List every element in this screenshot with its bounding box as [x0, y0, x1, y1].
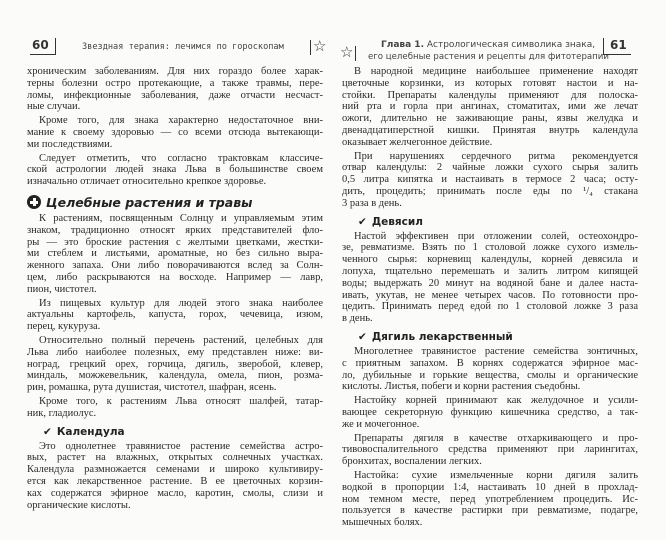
text-line: дить, процедить; принимать после еды по ¹/₄ стакана [342, 185, 638, 197]
text-line: же и мочегонное. [342, 418, 420, 430]
text-line: знаком, традиционно относят ярких представителей фло- [27, 224, 323, 236]
paragraph [342, 346, 638, 393]
text-line: Кроме того, для знака характерно недостаточное вни- [39, 115, 323, 127]
plant-heading-text: Девясил [371, 215, 423, 228]
paragraph [342, 470, 638, 529]
paragraph [27, 66, 323, 113]
text-line: Календула размножается семенами и широко культивиру- [27, 464, 323, 476]
text-line: пользуется в качестве растирки при ревматизме, подагре, [342, 505, 638, 517]
text-line: ноград, грецкий орех, горчица, дягиль, зверобой, клевер, [27, 358, 323, 370]
text-line: воды; выдержать 20 минут на водяной бане и далее наста- [342, 277, 638, 289]
text-line: цем, либо раскрываются на восходе. Например — лавр, [27, 271, 323, 283]
paragraph [27, 335, 323, 394]
text-line: органические кислоты. [27, 499, 131, 511]
text-line: водкой в пропорции 1:4, настаивать 10 дней в прохлад- [342, 481, 638, 493]
plus-circle-icon [27, 195, 41, 209]
text-line: в день. [342, 313, 373, 325]
right-page-body [342, 66, 638, 531]
text-line: Это однолетнее травянистое растение семейства астро- [39, 440, 323, 452]
text-line: ожоги, длительно не заживающие раны, язвы желудка и [342, 113, 638, 125]
paragraph [27, 213, 323, 296]
text-line: ло, дубильные и горькие вещества, смолы и органические [342, 369, 638, 381]
text-line: ний рта и горла при ангинах, стоматитах, ими же лечат [342, 101, 638, 113]
text-line: терны болезни остро протекающие, а также травмы, пере- [27, 77, 323, 89]
text-line: ется как лекарственное растение. В ее цветочных корзин- [27, 475, 323, 487]
plant-heading [358, 331, 638, 344]
paragraph [342, 231, 638, 325]
text-line: Относительно полный перечень растений, целебных для [39, 334, 323, 346]
text-line: ник, гладиолус. [27, 407, 97, 419]
paragraph [342, 433, 638, 468]
star-icon: ☆ [340, 46, 356, 61]
text-line: Следует отметить, что согласно трактовкам классиче- [39, 152, 323, 164]
plant-heading [358, 216, 638, 229]
text-line: Настойку корней принимают как желудочное и усили- [354, 395, 638, 407]
page-number: 61 [603, 38, 631, 55]
text-line: Из пищевых культур для людей этого знака наиболее [39, 297, 323, 309]
paragraph [27, 396, 323, 420]
text-line: ках содержатся эфирное масло, каротин, смолы, слизи и [27, 487, 323, 499]
text-line: зе, ревматизме. Взять по 1 столовой ложке сухого измель- [342, 242, 638, 254]
text-line: В народной медицине наибольшее применение находят [354, 66, 638, 77]
paragraph [342, 151, 638, 210]
text-line: 3 раза в день. [342, 197, 402, 209]
text-line: ми стеблем и листьями, ароматные, но без сильно выра- [27, 248, 323, 260]
text-line: ломы, инфекционные заболевания, даже отчасти несчаст- [27, 89, 323, 101]
section-heading-text: Целебные растения и травы [46, 194, 253, 210]
text-line: ченного сырья: корневищ календулы, корней девясила и [342, 254, 638, 266]
text-line: актуальны картофель, капуста, горох, чечевица, изюм, [27, 309, 323, 321]
text-line: стойки. Препараты календулы применяют для полоска- [342, 89, 638, 101]
text-line: вающее секреторную функцию кишечника средство, а так- [342, 406, 638, 418]
text-line: рин, ромашка, рута душистая, чистотел, шафран, ясень. [27, 382, 277, 394]
text-line: хроническим заболеваниям. Для них гораздо более харак- [27, 66, 323, 77]
text-line: вых, растет на влажных, открытых солнечных участках. [27, 452, 323, 464]
text-line: лопуха, тщательно перемешать и залить литром кипящей [342, 265, 638, 277]
text-line: мышечных болях. [342, 517, 423, 529]
text-line: миндаль, можжевельник, календула, омела, пион, розма- [27, 370, 323, 382]
text-line: При нарушениях сердечного ритма рекомендуется [354, 150, 638, 162]
chapter-title: Астрологическая символика знака, [426, 40, 596, 50]
plant-heading-text: Дягиль лекарственный [371, 330, 513, 343]
plant-heading [43, 426, 323, 439]
text-line: ской астрологии людей знака Льва в большинстве своем [27, 164, 323, 176]
text-line: ном темном месте, перед употреблением процедить. Ис- [342, 493, 638, 505]
text-line: перец, кукуруза. [27, 321, 101, 333]
text-line: Кроме того, к растениям Льва относят шалфей, татар- [39, 395, 323, 407]
text-line: мание к своему здоровью — со всеми отсюда вытекающи- [27, 126, 323, 138]
chapter-label: Глава 1. [381, 40, 424, 50]
text-line: женного запаха. Они либо поворачиваются вслед за Солн- [27, 260, 323, 272]
text-line: цедить. Принимать перед едой по 1 столовой ложке 3 раза [342, 301, 638, 313]
running-head-line2: его целебные растения и рецепты для фитотерапии [368, 52, 609, 62]
running-head: Звездная терапия: лечимся по гороскопам [82, 42, 284, 52]
page-number: 60 [30, 38, 56, 55]
text-line: Многолетнее травянистое растение семейства зонтичных, [354, 345, 638, 357]
paragraph [342, 66, 638, 149]
text-line: бронхитах, воспалении легких. [342, 456, 482, 468]
text-line: изначально отличает относительно крепкое здоровье. [27, 176, 267, 188]
text-line: 0,5 литра кипятка и настаивать в термосе 2 часа; осту- [342, 174, 638, 186]
text-line: Льва либо наиболее полезных, ему представлен ниже: ви- [27, 346, 323, 358]
text-line: ные случаи. [27, 101, 81, 113]
section-heading [27, 195, 323, 210]
right-page [333, 0, 666, 540]
text-line: двенадцатиперстной кишки. Принятая внутрь календула [342, 124, 638, 136]
text-line: Настой эффективен при отложении солей, остеохондро- [354, 230, 638, 242]
text-line: пион, чистотел. [27, 283, 97, 295]
text-line: Препараты дягиля в качестве отхаркивающего и про- [354, 432, 638, 444]
paragraph [27, 153, 323, 188]
text-line: с приятным запахом. В корнях содержатся эфирное мас- [342, 357, 638, 369]
text-line: цветочные корзинки, из которых готовят настои и на- [342, 77, 638, 89]
paragraph [27, 298, 323, 333]
text-line: К растениям, посвященным Солнцу и управляемым этим [39, 212, 323, 224]
checkmark-icon: ✔ [358, 215, 367, 228]
checkmark-icon: ✔ [358, 330, 367, 343]
text-line: оказывает желчегонное действие. [342, 136, 493, 148]
text-line: ивать, укутав, не менее четырех часов. По готовности про- [342, 289, 638, 301]
text-line: ми последствиями. [27, 138, 113, 150]
paragraph [27, 441, 323, 512]
text-line: тивовоспалительного средства применяют при ларингитах, [342, 444, 638, 456]
text-line: кислоты. Листья, побеги и корни растения съедобны. [342, 381, 581, 393]
paragraph [342, 395, 638, 430]
star-icon: ☆ [310, 40, 326, 55]
checkmark-icon: ✔ [43, 425, 52, 438]
plant-heading-text: Календула [56, 425, 125, 438]
left-page-body [27, 66, 323, 513]
text-line: ры — это броские растения с желтыми цветками, жестки- [27, 236, 323, 248]
text-line: отвар календулы: 2 чайные ложки сухого сырья залить [342, 162, 638, 174]
running-head-line1 [381, 40, 595, 50]
text-line: Настойка: сухие измельченные корни дягиля залить [354, 469, 638, 481]
paragraph [27, 115, 323, 150]
